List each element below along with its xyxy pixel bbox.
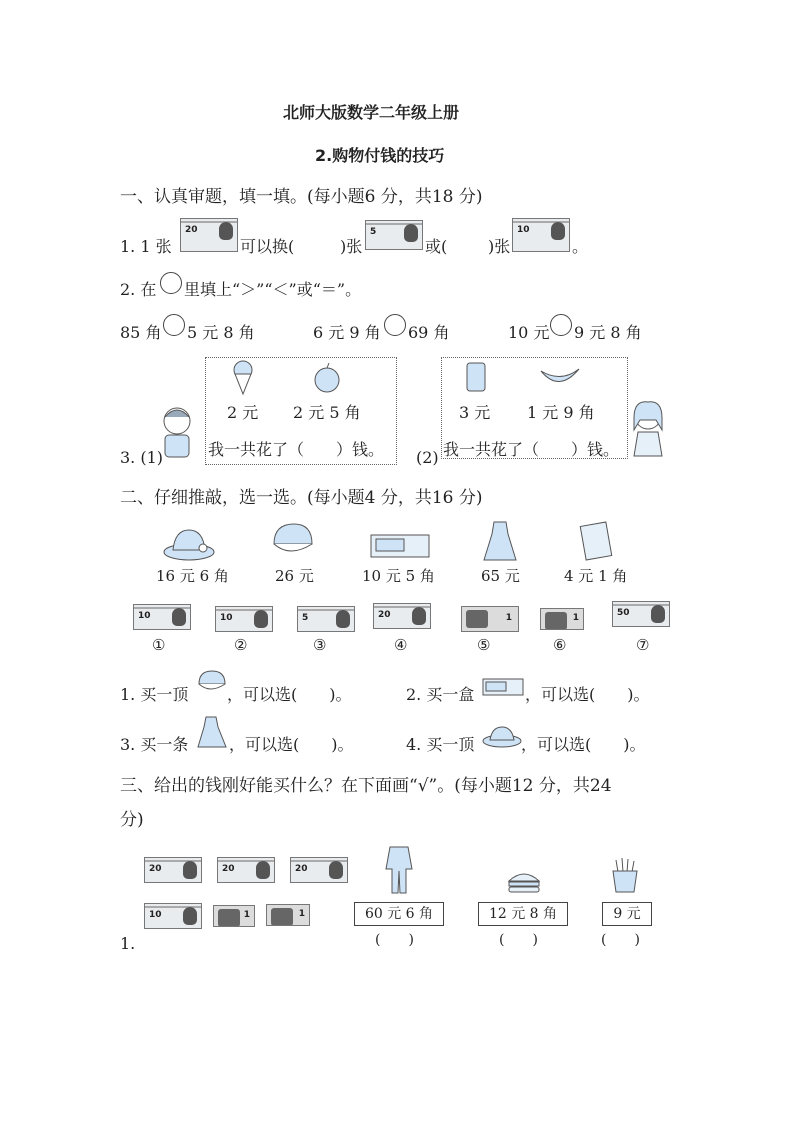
banknote-6-icon: 1: [540, 608, 584, 630]
section3-heading-line1: 三、给出的钱刚好能买什么？在下面画“√”。(每小题12 分，共24: [120, 776, 612, 796]
fries-icon: [610, 856, 640, 894]
s3-banknote-3-icon: 20: [290, 857, 348, 883]
s3-banknote-1-icon: 20: [144, 857, 202, 883]
item-price-3: 10 元 5 角: [362, 567, 435, 585]
banknote-1-icon: 10: [133, 604, 191, 630]
compare-left-2: 6 元 9 角: [313, 323, 381, 342]
boy-icon: [157, 405, 197, 463]
section1-heading: 一、认真审题，填一填。(每小题6 分，共18 分): [120, 187, 483, 207]
panel2-price-2: 1 元 9 角: [527, 403, 595, 422]
s1-q2-prompt-b: 里填上“＞”“＜”或“＝”。: [184, 280, 362, 299]
cap-icon: [270, 520, 316, 560]
note-num-3: ③: [313, 636, 327, 654]
banknote-20-icon: 20: [180, 218, 238, 252]
note-num-6: ⑥: [553, 636, 567, 654]
s2-q4-a: 4. 买一顶: [406, 735, 475, 754]
crayon-box-icon: [370, 534, 430, 558]
s1-q1-prefix: 1. 1 张: [120, 237, 172, 256]
s2-q2-b: ，可以选( )。: [525, 685, 650, 704]
s3-banknote-5-icon: 1: [213, 905, 255, 927]
s3-banknote-6-icon: 1: [266, 904, 310, 926]
crayon-box-icon: [482, 678, 524, 696]
hat-icon: [482, 725, 522, 749]
s1-q3-label1: 3. (1): [120, 448, 164, 467]
banknote-10-icon: 10: [512, 218, 570, 252]
compare-right-3: 9 元 8 角: [574, 323, 642, 342]
product-blank-2[interactable]: ( ): [499, 932, 538, 948]
compare-circle-icon: [160, 272, 182, 294]
apple-icon: [313, 362, 341, 394]
s1-q1-mid3: 或(: [425, 237, 448, 256]
section2-heading: 二、仔细推敲，选一选。(每小题4 分，共16 分): [120, 488, 483, 508]
compare-circle-3[interactable]: [550, 314, 572, 336]
product-blank-3[interactable]: ( ): [601, 932, 640, 948]
compare-left-1: 85 角: [120, 323, 162, 342]
dress-icon: [482, 520, 518, 562]
product-price-3: 9 元: [602, 902, 652, 926]
panel1-price-2: 2 元 5 角: [293, 403, 361, 422]
burger-icon: [507, 871, 541, 893]
banknote-4-icon: 20: [373, 603, 431, 629]
item-price-1: 16 元 6 角: [156, 567, 229, 585]
banknote-3-icon: 5: [297, 606, 355, 632]
hat-icon: [163, 528, 215, 562]
banknote-5-icon: 1: [461, 606, 519, 632]
s2-q1-a: 1. 买一顶: [120, 685, 189, 704]
note-num-7: ⑦: [636, 636, 650, 654]
panel1-price-1: 2 元: [227, 403, 259, 422]
suit-icon: [384, 845, 414, 895]
banknote-2-icon: 10: [215, 606, 273, 632]
item-price-2: 26 元: [275, 567, 314, 585]
item-price-5: 4 元 1 角: [564, 567, 628, 585]
banknote-5-icon: 5: [365, 220, 423, 250]
s1-q1-mid2: )张: [340, 237, 363, 256]
s3-banknote-2-icon: 20: [217, 857, 275, 883]
s2-q3-b: ，可以选( )。: [229, 735, 354, 754]
note-num-4: ④: [394, 636, 408, 654]
s2-q1-b: ，可以选( )。: [227, 685, 352, 704]
compare-right-2: 69 角: [408, 323, 450, 342]
note-num-5: ⑤: [477, 636, 491, 654]
product-price-2: 12 元 8 角: [478, 902, 568, 926]
banana-icon: [539, 363, 581, 391]
product-blank-1[interactable]: ( ): [375, 932, 414, 948]
s1-q1-mid1: 可以换(: [240, 237, 295, 256]
s3-q1-label: 1.: [120, 934, 136, 953]
s2-q2-a: 2. 买一盒: [406, 685, 475, 704]
ice-cream-icon: [231, 360, 255, 396]
s1-q1-end: 。: [572, 237, 589, 256]
product-price-1: 60 元 6 角: [354, 902, 444, 926]
s2-q3-a: 3. 买一条: [120, 735, 189, 754]
lesson-title: 2.购物付钱的技巧: [315, 146, 445, 165]
girl-icon: [628, 400, 668, 460]
panel2-price-1: 3 元: [459, 403, 491, 422]
drink-can-icon: [465, 361, 487, 393]
panel2-sentence: 我一共花了（ ）钱。: [443, 440, 620, 459]
note-num-2: ②: [234, 636, 248, 654]
banknote-7-icon: 50: [612, 601, 670, 627]
s3-banknote-4-icon: 10: [144, 903, 202, 929]
dress-icon: [196, 715, 228, 749]
item-price-4: 65 元: [481, 567, 520, 585]
note-num-1: ①: [152, 636, 166, 654]
s1-q3-label2: (2): [416, 448, 439, 467]
compare-left-3: 10 元: [508, 323, 550, 342]
series-title: 北师大版数学二年级上册: [283, 103, 460, 122]
section3-heading-line2: 分): [120, 810, 144, 830]
notebook-icon: [580, 522, 612, 560]
s2-q4-b: ，可以选( )。: [521, 735, 646, 754]
s1-q1-mid4: )张: [488, 237, 511, 256]
panel1-sentence: 我一共花了（ ）钱。: [208, 440, 385, 459]
cap-icon: [196, 668, 228, 696]
s1-q2-prompt-a: 2. 在: [120, 280, 157, 299]
compare-circle-1[interactable]: [163, 314, 185, 336]
compare-circle-2[interactable]: [384, 314, 406, 336]
compare-right-1: 5 元 8 角: [187, 323, 255, 342]
